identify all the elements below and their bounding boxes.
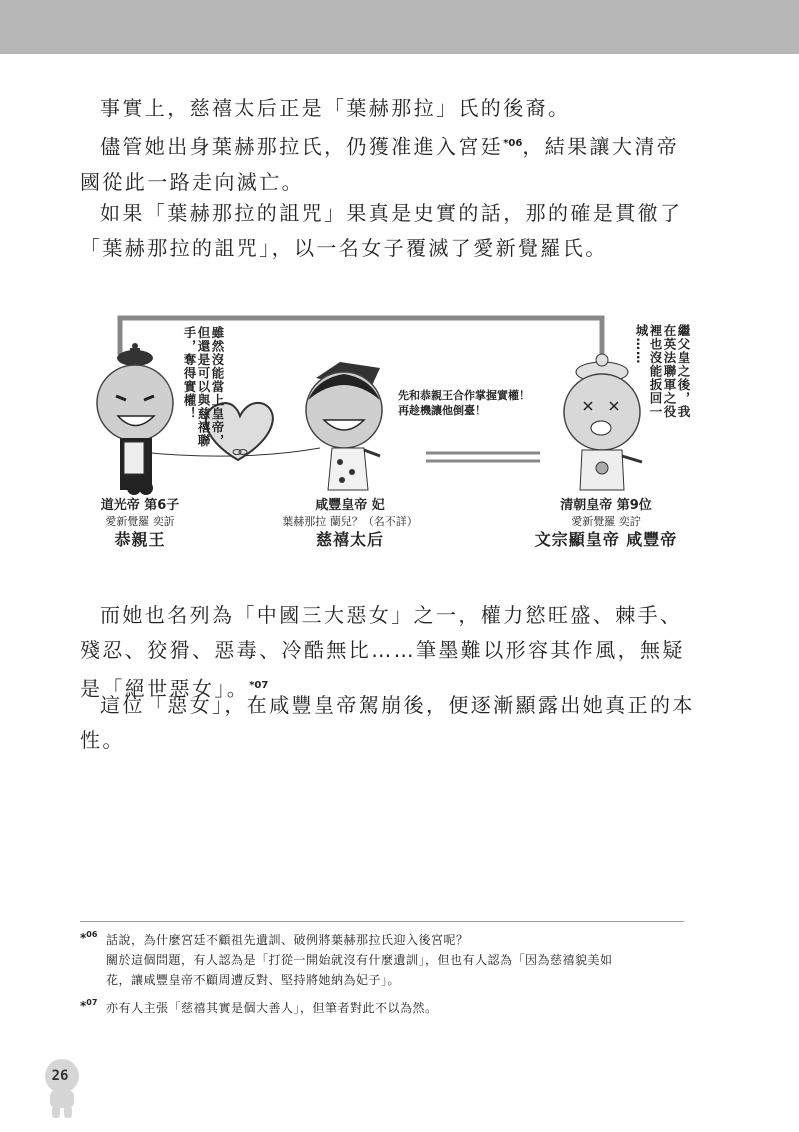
footnote-07-mark: *$^{07}$ <box>80 998 98 1013</box>
speech-left: 雖然沒能當上皇帝，但還是可以與慈禧聯手，奪得實權！ <box>182 326 225 448</box>
paragraph-1: 事實上，慈禧太后正是「葉赫那拉」氏的後裔。 <box>100 96 571 120</box>
speech-right: 繼父皇之後，我在英法聯軍之役裡也沒能扳回一城…… <box>634 324 691 419</box>
caption-xianfeng: 清朝皇帝 第9位 愛新覺羅 奕詝 文宗顯皇帝 咸豐帝 <box>534 498 678 549</box>
speech-middle: 先和恭親王合作掌握實權！ 再趁機讓他倒臺！ <box>398 389 530 417</box>
footnote-ref-07: *07 <box>249 680 269 691</box>
footnote-07: 亦有人主張「慈禧其實是個大善人」，但筆者對此不以為然。 <box>106 1001 438 1015</box>
paragraph-5: 這位「惡女」，在咸豐皇帝駕崩後，便逐漸顯露出她真正的本性。 <box>80 693 695 752</box>
paragraph-2: 儘管她出身葉赫那拉氏，仍獲准進入宮廷$^{*06}$，結果讓大清帝國從此一路走向滅亡。 <box>80 134 680 194</box>
footnote-divider <box>80 921 684 922</box>
footnote-06: 話說，為什麼宮廷不顧祖先遺訓、破例將葉赫那拉氏迎入後宮呢？ 關於這個問題，有人認為是「打從一開始就沒有什麼遺訓」，但也有人認為「因為慈禧貌美如 花，讓咸豐皇帝不顧周遭反對、堅持將她納為妃子」。 <box>106 933 613 987</box>
cixi-figure <box>306 362 382 490</box>
paragraph-4: 而她也名列為「中國三大惡女」之一，權力慾旺盛、棘手、殘忍、狡猾、惡毒、冷酷無比……筆墨難以形容其作風，無疑是「絕世惡女」。$^{*07}$ <box>80 603 685 701</box>
caption-cixi: 咸豐皇帝 妃 葉赫那拉 蘭兒？（名不詳） 慈禧太后 <box>282 498 418 549</box>
header-bar <box>0 0 799 54</box>
paragraph-3: 如果「葉赫那拉的詛咒」果真是史實的話，那的確是貫徹了「葉赫那拉的詛咒」，以一名女子覆滅了愛新覺羅氏。 <box>80 201 683 260</box>
footnote-06-mark: *$^{06}$ <box>80 930 98 945</box>
mascot-icon <box>40 1056 84 1126</box>
caption-prince-gong: 道光帝 第6子 愛新覺羅 奕訢 恭親王 <box>100 498 180 549</box>
page-number: 26 <box>40 1060 76 1096</box>
footnote-ref-06: *06 <box>503 138 523 149</box>
illustration <box>80 300 700 550</box>
